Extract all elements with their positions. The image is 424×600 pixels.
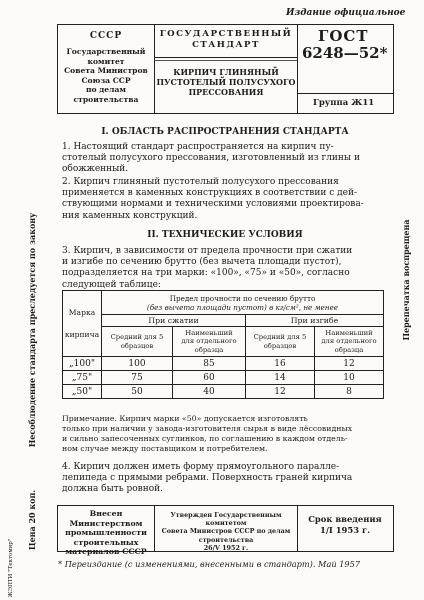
country-label: СССР	[89, 31, 123, 41]
introduced-by: Внесен Министерством промышленности строительных материалов СССР	[65, 509, 147, 556]
stamp-label: ЖЭПТИ "Тектомир"	[8, 538, 14, 598]
effective-date: Срок введения 1/I 1953 г.	[308, 514, 382, 535]
section1-heading: I. ОБЛАСТЬ РАСПРОСТРАНЕНИЯ СТАНДАРТА	[101, 127, 349, 137]
reprint-forbidden: Перепечатка воспрещена	[401, 219, 411, 341]
section1-p2: 2. Кирпич глиняный пустотелый полусухого прессования применяется в каменных конструкциях в соответствии с дей- ствующими нормами и техническими условиями проектирова- ния каменных конструкций.	[62, 177, 364, 221]
document-title: КИРПИЧ ГЛИНЯНЫЙ ПУСТОТЕЛЫЙ ПОЛУСУХОГО ПРЕССОВАНИЯ	[156, 67, 296, 97]
org-lines: Государственный комитет Совета Министров Союза ССР по делам строительства	[64, 47, 148, 104]
law-notice: Несоблюдение стандарта преследуется по закону	[27, 212, 37, 448]
paragraph-4: 4. Кирпич должен иметь форму прямоугольного паралле- лепипеда с прямыми ребрами. Поверхность граней кирпича должна быть ровной.	[62, 462, 353, 495]
table-row: „50" 50 40 12 8	[63, 385, 384, 399]
gost-number: 6248—52*	[302, 44, 388, 62]
group-label: Группа Ж11	[313, 98, 375, 108]
strength-table: Марка кирпича Предел прочности по сечению брутто (без вычета площади пустот) в кг/см², не менее При сжатии При изгибе Средний для 5 образцов Наименьший для отдельного образца Средний для 5 образцов Наименьший для отдельного образца „100" 100 85 16 12 „75" 75 60 14 10 „50" 50 40 12 8	[62, 290, 384, 399]
section2-heading: II. ТЕХНИЧЕСКИЕ УСЛОВИЯ	[147, 230, 303, 240]
standard-header: ГОСУДАРСТВЕННЫЙ СТАНДАРТ	[159, 29, 293, 50]
edition-label: Издание официальное	[286, 8, 406, 18]
approved-by: Утвержден Государственным комитетом Совета Министров СССР по делам строительства 26/V 1952 г.	[161, 511, 291, 552]
table-row: „100" 100 85 16 12	[63, 357, 384, 371]
table-note: Примечание. Кирпич марки «50» допускается изготовлять только при наличии у завода-изготовителя сырья в виде лёссовидных и сильно запесоченных суглинков, по соглашению в каждом отдель- ном случае между поставщиком и потребителем.	[62, 414, 353, 453]
section2-p3: 3. Кирпич, в зависимости от предела прочности при сжатии и изгибе по сечению брутто (без вычета площади пустот), подразделяется на три марки: «100», «75» и «50», согласно следующей таблице:	[62, 246, 353, 290]
table-row: „75" 75 60 14 10	[63, 371, 384, 385]
section1-p1: 1. Настоящий стандарт распространяется на кирпич пу- стотелый полусухого прессования, изготовленный из глины и обожженный.	[62, 142, 360, 175]
gost-label: ГОСТ	[318, 27, 369, 45]
reprint-note: * Переиздание (с изменениями, внесенными в стандарт). Май 1957	[58, 559, 361, 569]
price-label: Цена 20 коп.	[27, 489, 37, 551]
